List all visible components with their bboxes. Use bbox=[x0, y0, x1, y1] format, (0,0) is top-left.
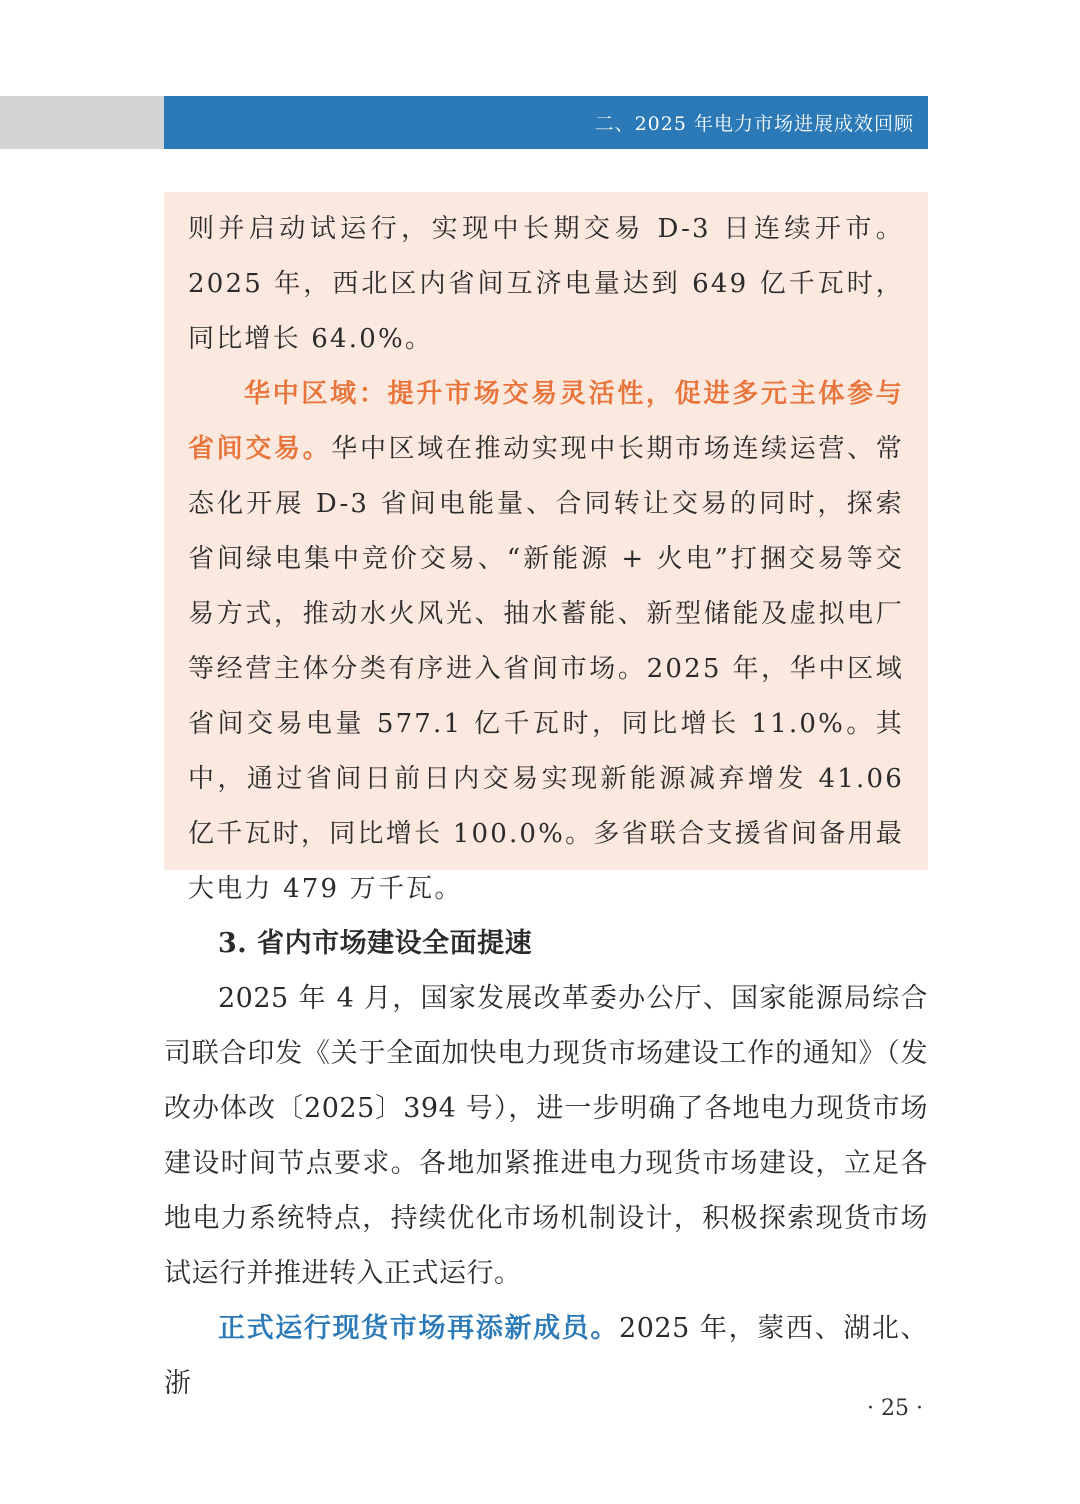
section-heading bbox=[164, 916, 928, 971]
highlight-box bbox=[164, 192, 928, 904]
box-paragraph-1: 则并启动试运行，实现中长期交易 D-3 日连续开市。2025 年，西北区内省间互济电量达到 649 亿千瓦时，同比增长 64.0%。 bbox=[188, 214, 904, 354]
box-paragraph-2-text: 华中区域在推动实现中长期市场连续运营、常态化开展 D-3 省间电能量、合同转让交易的同时，探索省间绿电集中竞价交易、“新能源 + 火电”打捆交易等交易方式，推动水火风光、抽水蓄能、新型储能及虚拟电厂等经营主体分类有序进入省间市场。2025 年，华中区域省间交易电量 577.1 亿千瓦时，同比增长 11.0%。其中，通过省间日前日内交易实现新能源减弃增发 41.06 亿千瓦时，同比增长 100.0%。多省联合支援省间备用最大电力 479 万千瓦。 bbox=[188, 434, 904, 904]
main-paragraph-2 bbox=[164, 1301, 928, 1411]
page-number: · 25 · bbox=[867, 1396, 923, 1421]
main-paragraph-2-highlight: 正式运行现货市场再添新成员。 bbox=[218, 1313, 620, 1344]
header-gray-band bbox=[0, 96, 164, 149]
main-paragraph-2-text: 2025 年，蒙西、湖北、浙 bbox=[164, 1313, 929, 1399]
main-paragraph-1: 2025 年 4 月，国家发展改革委办公厅、国家能源局综合司联合印发《关于全面加快电力现货市场建设工作的通知》（发改办体改〔2025〕394 号），进一步明确了各地电力现货市场建设时间节点要求。各地加紧推进电力现货市场建设，立足各地电力系统特点，持续优化市场机制设计，积极探索现货市场试运行并推进转入正式运行。 bbox=[164, 983, 928, 1289]
box-paragraph-2 bbox=[188, 367, 904, 917]
section-heading-text: 3. 省内市场建设全面提速 bbox=[218, 928, 533, 959]
running-header-title: 二、2025 年电力市场进展成效回顾 bbox=[594, 113, 914, 135]
main-content bbox=[164, 916, 928, 1411]
running-header bbox=[164, 96, 928, 149]
box-paragraph-2-highlight: 华中区域：提升市场交易灵活性，促进多元主体参与省间交易。 bbox=[188, 379, 904, 464]
